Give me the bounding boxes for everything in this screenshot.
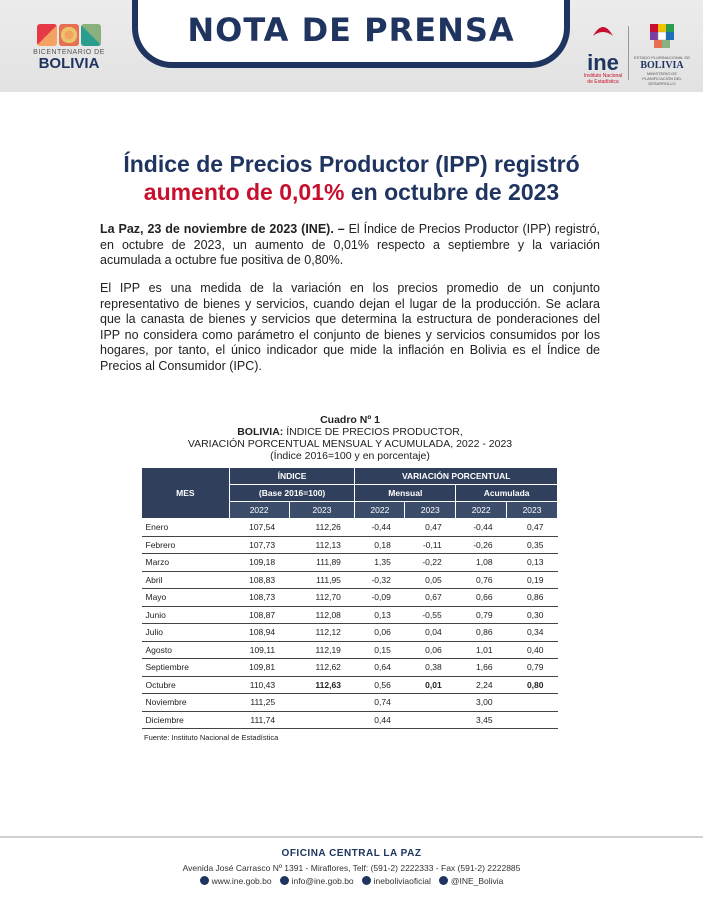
cell-i23: 112,63 xyxy=(289,676,355,694)
header-variacion: VARIACIÓN PORCENTUAL xyxy=(355,468,558,485)
ipp-table xyxy=(141,467,558,729)
press-title xyxy=(60,150,643,206)
cell-m22: -0,44 xyxy=(355,519,405,537)
cell-a22: 2,24 xyxy=(456,676,507,694)
cell-i22: 109,11 xyxy=(229,641,289,659)
cell-i22: 108,94 xyxy=(229,624,289,642)
facebook-icon xyxy=(362,876,371,885)
cell-m22: -0,09 xyxy=(355,589,405,607)
cell-i22: 110,43 xyxy=(229,676,289,694)
cell-i23 xyxy=(289,711,355,729)
cell-a22: 0,66 xyxy=(456,589,507,607)
footer-link-label: info@ine.gob.bo xyxy=(291,876,354,886)
table-row xyxy=(142,536,558,554)
cell-a23: 0,80 xyxy=(507,676,558,694)
cell-i23: 112,13 xyxy=(289,536,355,554)
header-year: 2023 xyxy=(405,502,456,519)
footer-divider xyxy=(0,836,703,838)
ine-logo xyxy=(582,22,624,84)
title-line-2-rest: en octubre de 2023 xyxy=(344,179,560,205)
cell-mes: Marzo xyxy=(142,554,230,572)
table-row xyxy=(142,571,558,589)
footer-address: Avenida José Carrasco Nº 1391 - Miraflores, Telf: (591-2) 2222333 - Fax (591-2) 2222885 xyxy=(182,863,521,873)
estado-small-text: ESTADO PLURINACIONAL DE xyxy=(634,55,691,60)
cell-mes: Octubre xyxy=(142,676,230,694)
cell-a23 xyxy=(507,694,558,712)
header-year: 2022 xyxy=(355,502,405,519)
cell-mes: Mayo xyxy=(142,589,230,607)
cell-i23: 112,19 xyxy=(289,641,355,659)
estado-plurinacional-logo xyxy=(634,22,690,84)
cell-a22: 3,00 xyxy=(456,694,507,712)
cell-m22: 0,64 xyxy=(355,659,405,677)
cell-m22: 0,18 xyxy=(355,536,405,554)
cell-i23 xyxy=(289,694,355,712)
cell-mes: Diciembre xyxy=(142,711,230,729)
title-line-2 xyxy=(60,178,643,206)
email-icon xyxy=(280,876,289,885)
cell-a22: 1,01 xyxy=(456,641,507,659)
cell-mes: Enero xyxy=(142,519,230,537)
cell-a22: 0,86 xyxy=(456,624,507,642)
cell-a23: 0,86 xyxy=(507,589,558,607)
table-caption-country: BOLIVIA: xyxy=(237,426,284,438)
title-highlight: aumento de 0,01% xyxy=(143,179,345,205)
cell-m23: 0,05 xyxy=(405,571,456,589)
bicentenario-logo xyxy=(24,24,114,82)
ine-subtitle-2: de Estadística xyxy=(587,79,619,85)
cell-i23: 112,70 xyxy=(289,589,355,607)
cell-mes: Junio xyxy=(142,606,230,624)
cell-m23: 0,38 xyxy=(405,659,456,677)
table-row xyxy=(142,519,558,537)
header-mensual: Mensual xyxy=(355,485,456,502)
header-year: 2023 xyxy=(289,502,355,519)
cell-a22: 0,76 xyxy=(456,571,507,589)
ine-swoosh-icon xyxy=(591,22,615,38)
cell-a22: 0,79 xyxy=(456,606,507,624)
cell-m23 xyxy=(405,711,456,729)
header-base: (Base 2016=100) xyxy=(229,485,355,502)
footer-link-label: ineboliviaoficial xyxy=(373,876,431,886)
cell-a23: 0,40 xyxy=(507,641,558,659)
cell-m22: 0,15 xyxy=(355,641,405,659)
cell-m23: 0,47 xyxy=(405,519,456,537)
header-title-tab xyxy=(132,0,570,68)
cell-a22: -0,44 xyxy=(456,519,507,537)
table-caption xyxy=(140,414,560,462)
ipp-definition-paragraph: El IPP es una medida de la variación en los precios promedio de un conjunto representativo de bienes y servicios, cuando dejan el lugar de la producción. Se aclara que la canasta de bienes y servicios que determina la estructura de ponderaciones del IPP no considera como parámetro el conjunto de bienes y servicios consumidos por los hogares, por tanto, el único indicador que mide la inflación en Bolivia es el Índice de Precios al Consumidor (IPC). xyxy=(100,281,600,373)
table-source: Fuente: Instituto Nacional de Estadística xyxy=(144,733,279,742)
cell-m23: 0,06 xyxy=(405,641,456,659)
cell-a23: 0,47 xyxy=(507,519,558,537)
cell-i23: 112,12 xyxy=(289,624,355,642)
globe-icon xyxy=(200,876,209,885)
page-header-title: NOTA DE PRENSA xyxy=(187,11,515,49)
estado-big-text: BOLIVIA xyxy=(640,60,684,71)
cell-m23: -0,11 xyxy=(405,536,456,554)
footer-link[interactable] xyxy=(280,876,354,886)
table-row xyxy=(142,711,558,729)
header-mes: MES xyxy=(142,468,230,519)
cell-i22: 108,73 xyxy=(229,589,289,607)
bicentenario-emblems xyxy=(24,24,114,46)
cell-i23: 112,08 xyxy=(289,606,355,624)
header-year: 2022 xyxy=(456,502,507,519)
coat-of-arms-icon xyxy=(648,22,676,50)
table-row xyxy=(142,641,558,659)
cell-m23: -0,22 xyxy=(405,554,456,572)
ine-wordmark: ine xyxy=(587,50,619,75)
cell-m23: 0,04 xyxy=(405,624,456,642)
table-body xyxy=(142,519,558,729)
cell-mes: Agosto xyxy=(142,641,230,659)
cell-a22: 3,45 xyxy=(456,711,507,729)
table-row xyxy=(142,606,558,624)
cell-i22: 111,74 xyxy=(229,711,289,729)
lead-text: El Índice de Precios Productor (IPP) registró, en octubre de 2023, un aumento de 0,01% respecto a septiembre y la variación acumulada a octubre fue positiva de 0,80%. xyxy=(100,222,600,267)
header-acumulada: Acumulada xyxy=(456,485,558,502)
twitter-icon xyxy=(439,876,448,885)
cell-m22: 0,44 xyxy=(355,711,405,729)
logo-divider xyxy=(628,26,629,80)
cell-m22: 0,13 xyxy=(355,606,405,624)
cell-a23: 0,79 xyxy=(507,659,558,677)
table-caption-title: ÍNDICE DE PRECIOS PRODUCTOR, xyxy=(283,426,463,438)
table-row xyxy=(142,554,558,572)
cell-m22: 0,56 xyxy=(355,676,405,694)
cell-i23: 112,26 xyxy=(289,519,355,537)
footer-link-label: @INE_Bolivia xyxy=(450,876,504,886)
table-row xyxy=(142,676,558,694)
cell-m22: 0,06 xyxy=(355,624,405,642)
bicentenario-big-text: BOLIVIA xyxy=(38,55,100,72)
cell-a23: 0,30 xyxy=(507,606,558,624)
cell-m23: 0,01 xyxy=(405,676,456,694)
cell-i22: 109,81 xyxy=(229,659,289,677)
cell-m23: -0,55 xyxy=(405,606,456,624)
cell-mes: Febrero xyxy=(142,536,230,554)
cell-i22: 109,18 xyxy=(229,554,289,572)
footer-link[interactable] xyxy=(439,876,504,886)
cell-i22: 107,54 xyxy=(229,519,289,537)
ministerio-text: MINISTERIO DE PLANIFICACIÓN DEL DESARROLLO xyxy=(642,71,682,86)
cell-i22: 107,73 xyxy=(229,536,289,554)
header-year: 2022 xyxy=(229,502,289,519)
cell-i22: 111,25 xyxy=(229,694,289,712)
cell-a23: 0,35 xyxy=(507,536,558,554)
table-row xyxy=(142,659,558,677)
cell-a22: -0,26 xyxy=(456,536,507,554)
lead-paragraph xyxy=(100,222,600,269)
cell-m22: -0,32 xyxy=(355,571,405,589)
table-caption-subtitle: VARIACIÓN PORCENTUAL MENSUAL Y ACUMULADA, 2022 - 2023 xyxy=(187,438,513,450)
cell-mes: Septiembre xyxy=(142,659,230,677)
cell-a23: 0,13 xyxy=(507,554,558,572)
cell-i22: 108,83 xyxy=(229,571,289,589)
table-caption-units: (Índice 2016=100 y en porcentaje) xyxy=(270,450,430,462)
footer-office: OFICINA CENTRAL LA PAZ xyxy=(281,848,422,859)
cell-a22: 1,08 xyxy=(456,554,507,572)
header-indice: ÍNDICE xyxy=(229,468,355,485)
footer-link[interactable] xyxy=(200,876,272,886)
cell-m23 xyxy=(405,694,456,712)
cell-i23: 111,95 xyxy=(289,571,355,589)
footer-link[interactable] xyxy=(362,876,431,886)
cell-i23: 111,89 xyxy=(289,554,355,572)
table-row xyxy=(142,589,558,607)
cell-a23: 0,19 xyxy=(507,571,558,589)
cell-mes: Noviembre xyxy=(142,694,230,712)
ine-subtitle-1: Instituto Nacional xyxy=(583,73,623,79)
cell-a23: 0,34 xyxy=(507,624,558,642)
table-row xyxy=(142,694,558,712)
table-number: Cuadro Nº 1 xyxy=(320,414,380,426)
cell-a22: 1,66 xyxy=(456,659,507,677)
cell-i22: 108,87 xyxy=(229,606,289,624)
title-line-1: Índice de Precios Productor (IPP) registró xyxy=(123,151,580,177)
cell-mes: Abril xyxy=(142,571,230,589)
cell-mes: Julio xyxy=(142,624,230,642)
table-row xyxy=(142,624,558,642)
cell-i23: 112,62 xyxy=(289,659,355,677)
cell-m23: 0,67 xyxy=(405,589,456,607)
header-year: 2023 xyxy=(507,502,558,519)
cell-m22: 0,74 xyxy=(355,694,405,712)
cell-m22: 1,35 xyxy=(355,554,405,572)
footer-links xyxy=(0,876,703,886)
header-band xyxy=(0,0,703,92)
bicentenario-small-text: BICENTENARIO DE xyxy=(33,49,105,56)
cell-a23 xyxy=(507,711,558,729)
footer-link-label: www.ine.gob.bo xyxy=(211,876,272,886)
dateline: La Paz, 23 de noviembre de 2023 (INE). – xyxy=(100,222,345,236)
